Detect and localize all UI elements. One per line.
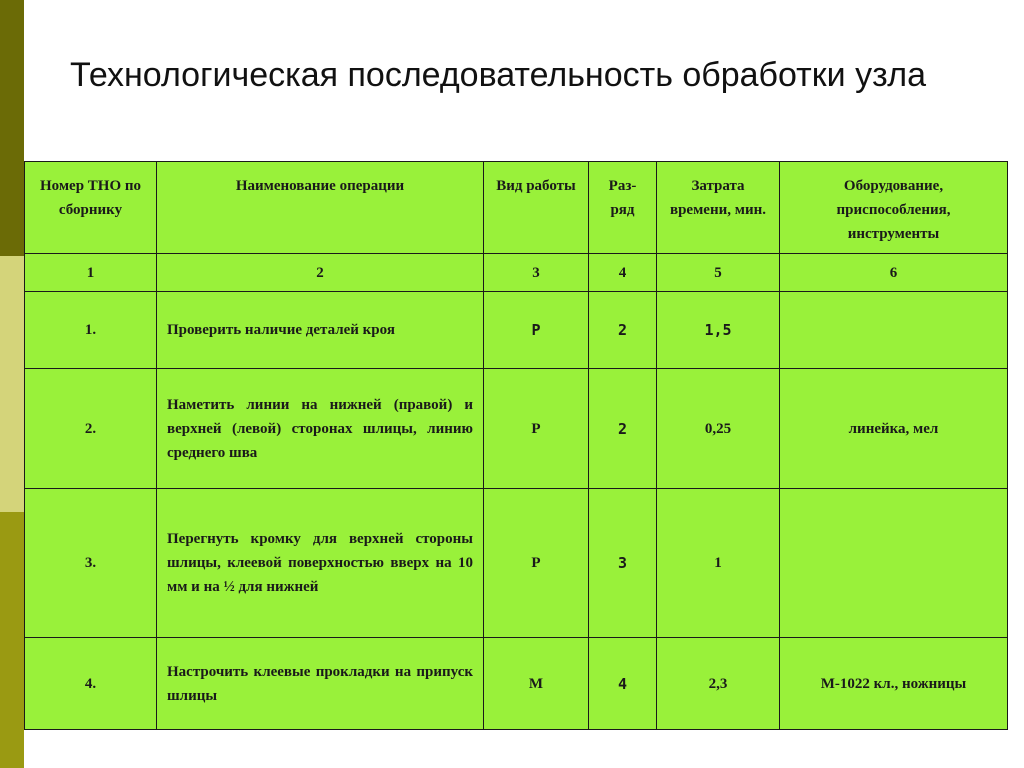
table-row [25,292,1008,369]
sidebar-segment-dark [0,0,24,256]
equipment-cell [780,489,1008,638]
sidebar-decoration [0,0,24,768]
sidebar-segment-mid [0,512,24,768]
equipment-cell: линейка, мел [780,369,1008,489]
sidebar-segment-light [0,256,24,512]
row-number-cell: 2. [25,369,157,489]
column-number-cell: 4 [589,254,657,292]
header-cell: Раз-ряд [589,162,657,254]
column-number-cell: 5 [657,254,780,292]
grade-cell: 3 [589,489,657,638]
work-type-cell: М [484,638,589,730]
grade-cell: 2 [589,292,657,369]
operation-cell: Перегнуть кромку для верхней стороны шлицы, клеевой поверхностью вверх на 10 мм и на ½ для нижней [157,489,484,638]
time-cell: 2,3 [657,638,780,730]
header-cell: Вид работы [484,162,589,254]
time-cell: 1,5 [657,292,780,369]
operation-cell: Проверить наличие деталей кроя [157,292,484,369]
header-cell: Затрата времени, мин. [657,162,780,254]
row-number-cell: 4. [25,638,157,730]
time-cell: 1 [657,489,780,638]
slide-title: Технологическая последовательность обработки узла [70,56,927,94]
grade-cell: 4 [589,638,657,730]
grade-cell: 2 [589,369,657,489]
work-type-cell: Р [484,292,589,369]
work-type-cell: Р [484,489,589,638]
work-type-cell: Р [484,369,589,489]
header-cell: Номер ТНО по сборнику [25,162,157,254]
header-cell: Оборудование, приспособления, инструменты [780,162,1008,254]
equipment-cell [780,292,1008,369]
column-number-cell: 6 [780,254,1008,292]
column-number-cell: 1 [25,254,157,292]
table-row [25,489,1008,638]
time-cell: 0,25 [657,369,780,489]
row-number-cell: 3. [25,489,157,638]
column-number-cell: 2 [157,254,484,292]
table-row [25,369,1008,489]
header-cell: Наименование операции [157,162,484,254]
table-header-row [25,162,1008,254]
table-row [25,638,1008,730]
operation-cell: Наметить линии на нижней (правой) и верхней (левой) сторонах шлицы, линию среднего шва [157,369,484,489]
column-number-row [25,254,1008,292]
equipment-cell: М-1022 кл., ножницы [780,638,1008,730]
row-number-cell: 1. [25,292,157,369]
operation-cell: Настрочить клеевые прокладки на припуск шлицы [157,638,484,730]
column-number-cell: 3 [484,254,589,292]
operations-table [24,161,1008,730]
